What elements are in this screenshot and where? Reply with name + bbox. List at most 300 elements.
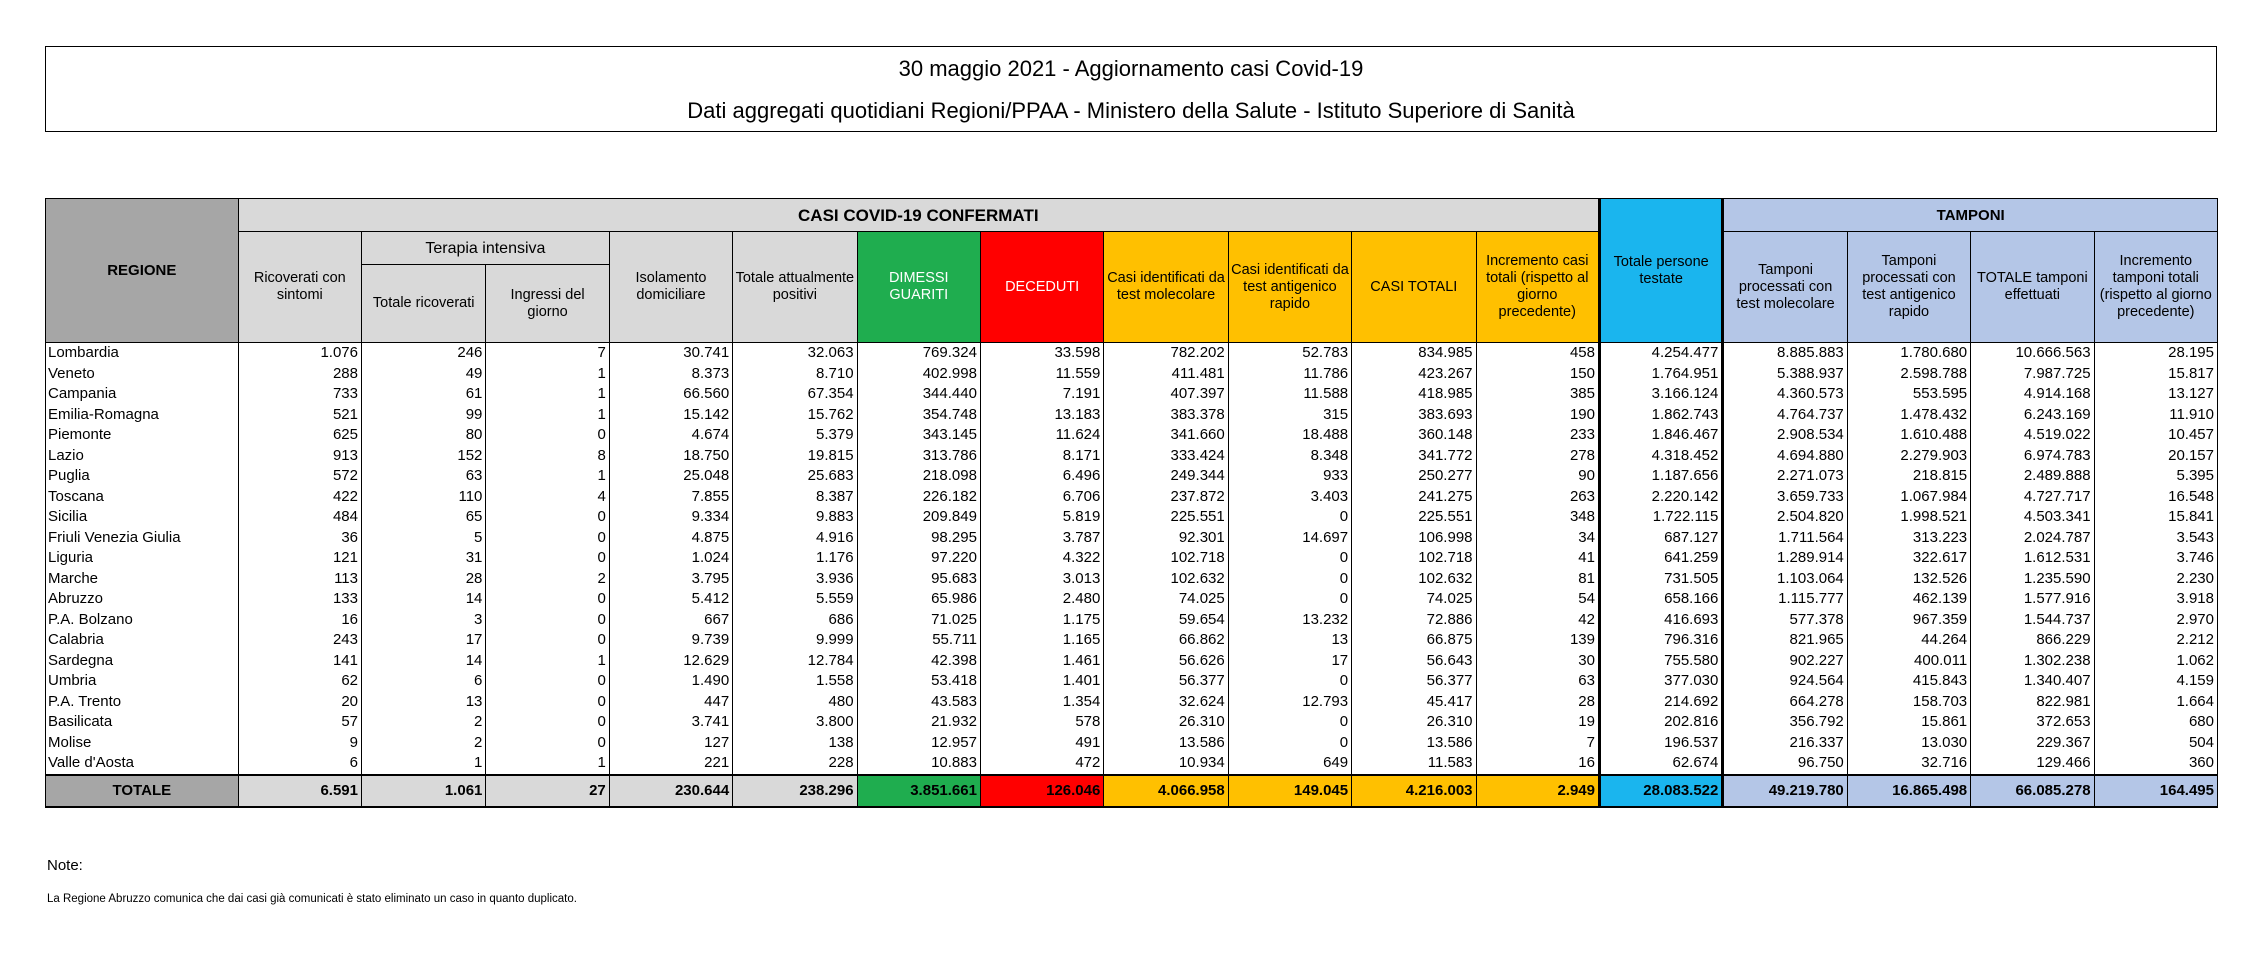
cell-totale-ricoverati: 2 xyxy=(362,712,486,733)
cell-casi-molecolare: 102.632 xyxy=(1104,569,1228,590)
totals-row xyxy=(46,775,2218,807)
cell-casi-molecolare: 333.424 xyxy=(1104,446,1228,467)
cell-tamponi-totale: 372.653 xyxy=(1971,712,2094,733)
cell-incremento-casi: 30 xyxy=(1476,651,1599,672)
cell-dimessi: 95.683 xyxy=(857,569,980,590)
cell-totale-positivi: 480 xyxy=(733,692,857,713)
cell-tamponi-molecolare: 96.750 xyxy=(1723,753,1847,775)
cell-totale-positivi: 3.800 xyxy=(733,712,857,733)
cell-casi-totali: 45.417 xyxy=(1352,692,1476,713)
cell-isolamento: 18.750 xyxy=(609,446,732,467)
cell-casi-antigenico: 0 xyxy=(1228,671,1351,692)
cell-tamponi-antigenico: 2.279.903 xyxy=(1847,446,1970,467)
cell-isolamento: 447 xyxy=(609,692,732,713)
cell-incremento-tamponi: 28.195 xyxy=(2094,343,2217,364)
cell-ingressi: 8 xyxy=(486,446,609,467)
cell-tamponi-molecolare: 356.792 xyxy=(1723,712,1847,733)
header-tamponi: TAMPONI xyxy=(1723,199,2218,232)
cell-totale-ricoverati: 152 xyxy=(362,446,486,467)
cell-isolamento: 15.142 xyxy=(609,405,732,426)
cell-regione: P.A. Trento xyxy=(46,692,239,713)
cell-totale-positivi: 25.683 xyxy=(733,466,857,487)
cell-ricoverati: 36 xyxy=(238,528,361,549)
note-text: La Regione Abruzzo comunica che dai casi già comunicati è stato eliminato un caso in quanto duplicato. xyxy=(47,893,577,905)
cell-deceduti: 5.819 xyxy=(980,507,1103,528)
header-terapia-intensiva: Terapia intensiva xyxy=(362,232,610,265)
cell-incremento-tamponi: 1.664 xyxy=(2094,692,2217,713)
cell-casi-antigenico: 0 xyxy=(1228,733,1351,754)
cell-dimessi: 53.418 xyxy=(857,671,980,692)
cell-isolamento: 4.674 xyxy=(609,425,732,446)
cell-tamponi-totale: 1.612.531 xyxy=(1971,548,2094,569)
cell-ricoverati: 243 xyxy=(238,630,361,651)
cell-casi-antigenico: 933 xyxy=(1228,466,1351,487)
header-casi-totali: CASI TOTALI xyxy=(1352,232,1476,343)
cell-isolamento: 127 xyxy=(609,733,732,754)
cell-casi-totali: 341.772 xyxy=(1352,446,1476,467)
cell-deceduti: 1.165 xyxy=(980,630,1103,651)
cell-totale-positivi: 8.387 xyxy=(733,487,857,508)
cell-isolamento: 8.373 xyxy=(609,364,732,385)
cell-incremento-casi: 150 xyxy=(1476,364,1599,385)
cell-totale-positivi: 19.815 xyxy=(733,446,857,467)
cell-totale-positivi: 4.916 xyxy=(733,528,857,549)
cell-tamponi-molecolare: 216.337 xyxy=(1723,733,1847,754)
cell-totale-ricoverati: 28 xyxy=(362,569,486,590)
total-dimessi: 3.851.661 xyxy=(857,775,980,807)
cell-casi-molecolare: 249.344 xyxy=(1104,466,1228,487)
cell-isolamento: 4.875 xyxy=(609,528,732,549)
total-isolamento: 230.644 xyxy=(609,775,732,807)
cell-persone-testate: 687.127 xyxy=(1599,528,1722,549)
cell-ricoverati: 572 xyxy=(238,466,361,487)
cell-casi-totali: 13.586 xyxy=(1352,733,1476,754)
cell-isolamento: 9.334 xyxy=(609,507,732,528)
cell-incremento-tamponi: 2.230 xyxy=(2094,569,2217,590)
cell-casi-antigenico: 3.403 xyxy=(1228,487,1351,508)
total-ingressi: 27 xyxy=(486,775,609,807)
cell-ricoverati: 733 xyxy=(238,384,361,405)
cell-incremento-tamponi: 20.157 xyxy=(2094,446,2217,467)
cell-deceduti: 3.787 xyxy=(980,528,1103,549)
table-row xyxy=(46,630,2218,651)
cell-ricoverati: 521 xyxy=(238,405,361,426)
cell-incremento-casi: 54 xyxy=(1476,589,1599,610)
cell-casi-molecolare: 59.654 xyxy=(1104,610,1228,631)
cell-dimessi: 21.932 xyxy=(857,712,980,733)
cell-deceduti: 472 xyxy=(980,753,1103,775)
cell-tamponi-totale: 10.666.563 xyxy=(1971,343,2094,364)
cell-incremento-tamponi: 504 xyxy=(2094,733,2217,754)
cell-ingressi: 2 xyxy=(486,569,609,590)
cell-incremento-casi: 139 xyxy=(1476,630,1599,651)
total-deceduti: 126.046 xyxy=(980,775,1103,807)
cell-regione: Friuli Venezia Giulia xyxy=(46,528,239,549)
header-persone-testate: Totale persone testate xyxy=(1599,199,1722,343)
cell-incremento-tamponi: 16.548 xyxy=(2094,487,2217,508)
cell-casi-antigenico: 18.488 xyxy=(1228,425,1351,446)
cell-tamponi-totale: 6.974.783 xyxy=(1971,446,2094,467)
cell-deceduti: 33.598 xyxy=(980,343,1103,364)
cell-totale-ricoverati: 99 xyxy=(362,405,486,426)
header-deceduti: DECEDUTI xyxy=(980,232,1103,343)
cell-incremento-tamponi: 4.159 xyxy=(2094,671,2217,692)
cell-regione: P.A. Bolzano xyxy=(46,610,239,631)
cell-isolamento: 12.629 xyxy=(609,651,732,672)
cell-regione: Basilicata xyxy=(46,712,239,733)
cell-tamponi-molecolare: 1.115.777 xyxy=(1723,589,1847,610)
cell-persone-testate: 731.505 xyxy=(1599,569,1722,590)
cell-regione: Campania xyxy=(46,384,239,405)
header-casi-confermati: CASI COVID-19 CONFERMATI xyxy=(238,199,1599,232)
cell-incremento-casi: 81 xyxy=(1476,569,1599,590)
cell-casi-molecolare: 56.377 xyxy=(1104,671,1228,692)
cell-casi-antigenico: 0 xyxy=(1228,548,1351,569)
cell-casi-molecolare: 56.626 xyxy=(1104,651,1228,672)
cell-totale-positivi: 8.710 xyxy=(733,364,857,385)
cell-deceduti: 13.183 xyxy=(980,405,1103,426)
cell-ingressi: 0 xyxy=(486,712,609,733)
cell-casi-antigenico: 649 xyxy=(1228,753,1351,775)
cell-incremento-casi: 41 xyxy=(1476,548,1599,569)
total-ricoverati: 6.591 xyxy=(238,775,361,807)
cell-totale-positivi: 9.999 xyxy=(733,630,857,651)
cell-deceduti: 11.559 xyxy=(980,364,1103,385)
table-row xyxy=(46,364,2218,385)
cell-ricoverati: 121 xyxy=(238,548,361,569)
cell-incremento-casi: 19 xyxy=(1476,712,1599,733)
cell-isolamento: 9.739 xyxy=(609,630,732,651)
cell-isolamento: 3.795 xyxy=(609,569,732,590)
cell-ingressi: 0 xyxy=(486,630,609,651)
total-totale-ricoverati: 1.061 xyxy=(362,775,486,807)
cell-tamponi-molecolare: 4.694.880 xyxy=(1723,446,1847,467)
cell-incremento-tamponi: 680 xyxy=(2094,712,2217,733)
cell-totale-ricoverati: 1 xyxy=(362,753,486,775)
cell-regione: Marche xyxy=(46,569,239,590)
cell-deceduti: 1.461 xyxy=(980,651,1103,672)
cell-casi-molecolare: 341.660 xyxy=(1104,425,1228,446)
cell-regione: Liguria xyxy=(46,548,239,569)
cell-totale-positivi: 228 xyxy=(733,753,857,775)
cell-dimessi: 226.182 xyxy=(857,487,980,508)
header-tamponi-totale: TOTALE tamponi effettuati xyxy=(1971,232,2094,343)
cell-incremento-casi: 263 xyxy=(1476,487,1599,508)
cell-tamponi-antigenico: 1.067.984 xyxy=(1847,487,1970,508)
cell-totale-ricoverati: 14 xyxy=(362,651,486,672)
note-label: Note: xyxy=(47,857,83,874)
cell-deceduti: 6.706 xyxy=(980,487,1103,508)
total-tamponi-antigenico: 16.865.498 xyxy=(1847,775,1970,807)
cell-casi-molecolare: 383.378 xyxy=(1104,405,1228,426)
header-tamponi-antigenico: Tamponi processati con test antigenico rapido xyxy=(1847,232,1970,343)
cell-isolamento: 667 xyxy=(609,610,732,631)
cell-casi-antigenico: 0 xyxy=(1228,712,1351,733)
cell-tamponi-totale: 129.466 xyxy=(1971,753,2094,775)
cell-ingressi: 1 xyxy=(486,405,609,426)
cell-casi-totali: 418.985 xyxy=(1352,384,1476,405)
cell-tamponi-antigenico: 400.011 xyxy=(1847,651,1970,672)
cell-ingressi: 1 xyxy=(486,466,609,487)
cell-casi-molecolare: 92.301 xyxy=(1104,528,1228,549)
cell-incremento-casi: 34 xyxy=(1476,528,1599,549)
cell-isolamento: 5.412 xyxy=(609,589,732,610)
cell-ingressi: 0 xyxy=(486,528,609,549)
cell-dimessi: 218.098 xyxy=(857,466,980,487)
cell-dimessi: 97.220 xyxy=(857,548,980,569)
cell-totale-ricoverati: 17 xyxy=(362,630,486,651)
cell-totale-positivi: 32.063 xyxy=(733,343,857,364)
cell-dimessi: 12.957 xyxy=(857,733,980,754)
cell-regione: Lazio xyxy=(46,446,239,467)
cell-isolamento: 221 xyxy=(609,753,732,775)
cell-isolamento: 1.490 xyxy=(609,671,732,692)
cell-persone-testate: 796.316 xyxy=(1599,630,1722,651)
cell-casi-totali: 11.583 xyxy=(1352,753,1476,775)
cell-persone-testate: 377.030 xyxy=(1599,671,1722,692)
cell-regione: Calabria xyxy=(46,630,239,651)
cell-ingressi: 0 xyxy=(486,507,609,528)
cell-incremento-tamponi: 2.212 xyxy=(2094,630,2217,651)
table-row xyxy=(46,651,2218,672)
cell-casi-molecolare: 10.934 xyxy=(1104,753,1228,775)
total-tamponi-molecolare: 49.219.780 xyxy=(1723,775,1847,807)
cell-tamponi-totale: 4.519.022 xyxy=(1971,425,2094,446)
cell-regione: Sardegna xyxy=(46,651,239,672)
cell-deceduti: 7.191 xyxy=(980,384,1103,405)
table-row xyxy=(46,610,2218,631)
cell-dimessi: 343.145 xyxy=(857,425,980,446)
cell-ingressi: 0 xyxy=(486,589,609,610)
cell-tamponi-antigenico: 32.716 xyxy=(1847,753,1970,775)
total-incremento-casi: 2.949 xyxy=(1476,775,1599,807)
cell-casi-antigenico: 0 xyxy=(1228,507,1351,528)
cell-ricoverati: 484 xyxy=(238,507,361,528)
table-row xyxy=(46,548,2218,569)
cell-deceduti: 578 xyxy=(980,712,1103,733)
cell-casi-totali: 56.377 xyxy=(1352,671,1476,692)
cell-totale-ricoverati: 110 xyxy=(362,487,486,508)
cell-tamponi-molecolare: 1.103.064 xyxy=(1723,569,1847,590)
cell-tamponi-totale: 229.367 xyxy=(1971,733,2094,754)
cell-incremento-casi: 63 xyxy=(1476,671,1599,692)
cell-casi-antigenico: 0 xyxy=(1228,589,1351,610)
cell-isolamento: 1.024 xyxy=(609,548,732,569)
header-isolamento: Isolamento domiciliare xyxy=(609,232,732,343)
cell-dimessi: 354.748 xyxy=(857,405,980,426)
cell-tamponi-antigenico: 1.478.432 xyxy=(1847,405,1970,426)
cell-tamponi-molecolare: 3.659.733 xyxy=(1723,487,1847,508)
cell-deceduti: 2.480 xyxy=(980,589,1103,610)
total-incremento-tamponi: 164.495 xyxy=(2094,775,2217,807)
cell-deceduti: 491 xyxy=(980,733,1103,754)
cell-persone-testate: 416.693 xyxy=(1599,610,1722,631)
cell-totale-ricoverati: 3 xyxy=(362,610,486,631)
cell-persone-testate: 2.220.142 xyxy=(1599,487,1722,508)
cell-tamponi-totale: 2.489.888 xyxy=(1971,466,2094,487)
cell-incremento-tamponi: 15.841 xyxy=(2094,507,2217,528)
cell-tamponi-totale: 7.987.725 xyxy=(1971,364,2094,385)
cell-tamponi-molecolare: 924.564 xyxy=(1723,671,1847,692)
cell-totale-ricoverati: 31 xyxy=(362,548,486,569)
cell-isolamento: 7.855 xyxy=(609,487,732,508)
cell-tamponi-antigenico: 462.139 xyxy=(1847,589,1970,610)
cell-casi-antigenico: 315 xyxy=(1228,405,1351,426)
table-row xyxy=(46,507,2218,528)
cell-tamponi-molecolare: 1.289.914 xyxy=(1723,548,1847,569)
cell-casi-antigenico: 0 xyxy=(1228,569,1351,590)
cell-dimessi: 71.025 xyxy=(857,610,980,631)
cell-ingressi: 1 xyxy=(486,651,609,672)
cell-ingressi: 1 xyxy=(486,753,609,775)
cell-dimessi: 209.849 xyxy=(857,507,980,528)
cell-ricoverati: 913 xyxy=(238,446,361,467)
cell-totale-positivi: 3.936 xyxy=(733,569,857,590)
cell-tamponi-molecolare: 4.360.573 xyxy=(1723,384,1847,405)
cell-casi-totali: 72.886 xyxy=(1352,610,1476,631)
header-incremento-tamponi: Incremento tamponi totali (rispetto al giorno precedente) xyxy=(2094,232,2217,343)
cell-persone-testate: 202.816 xyxy=(1599,712,1722,733)
cell-totale-ricoverati: 246 xyxy=(362,343,486,364)
cell-incremento-casi: 7 xyxy=(1476,733,1599,754)
cell-casi-antigenico: 8.348 xyxy=(1228,446,1351,467)
cell-isolamento: 30.741 xyxy=(609,343,732,364)
cell-totale-ricoverati: 49 xyxy=(362,364,486,385)
total-casi-molecolare: 4.066.958 xyxy=(1104,775,1228,807)
cell-tamponi-antigenico: 415.843 xyxy=(1847,671,1970,692)
cell-totale-positivi: 12.784 xyxy=(733,651,857,672)
cell-casi-totali: 56.643 xyxy=(1352,651,1476,672)
cell-casi-antigenico: 17 xyxy=(1228,651,1351,672)
cell-persone-testate: 1.862.743 xyxy=(1599,405,1722,426)
table-row xyxy=(46,466,2218,487)
total-persone-testate: 28.083.522 xyxy=(1599,775,1722,807)
cell-ricoverati: 288 xyxy=(238,364,361,385)
covid-data-table xyxy=(45,198,2218,808)
cell-regione: Sicilia xyxy=(46,507,239,528)
total-tamponi-totale: 66.085.278 xyxy=(1971,775,2094,807)
cell-persone-testate: 755.580 xyxy=(1599,651,1722,672)
header-casi-antigenico: Casi identificati da test antigenico rapido xyxy=(1228,232,1351,343)
cell-persone-testate: 1.846.467 xyxy=(1599,425,1722,446)
cell-incremento-tamponi: 3.918 xyxy=(2094,589,2217,610)
cell-persone-testate: 4.254.477 xyxy=(1599,343,1722,364)
cell-tamponi-totale: 6.243.169 xyxy=(1971,405,2094,426)
header-dimessi: DIMESSI GUARITI xyxy=(857,232,980,343)
cell-casi-antigenico: 14.697 xyxy=(1228,528,1351,549)
cell-dimessi: 98.295 xyxy=(857,528,980,549)
cell-tamponi-totale: 1.302.238 xyxy=(1971,651,2094,672)
cell-regione: Emilia-Romagna xyxy=(46,405,239,426)
cell-isolamento: 3.741 xyxy=(609,712,732,733)
cell-casi-molecolare: 407.397 xyxy=(1104,384,1228,405)
cell-persone-testate: 4.318.452 xyxy=(1599,446,1722,467)
cell-incremento-tamponi: 360 xyxy=(2094,753,2217,775)
cell-totale-positivi: 15.762 xyxy=(733,405,857,426)
cell-ingressi: 1 xyxy=(486,364,609,385)
cell-tamponi-totale: 4.914.168 xyxy=(1971,384,2094,405)
cell-persone-testate: 1.764.951 xyxy=(1599,364,1722,385)
cell-ricoverati: 20 xyxy=(238,692,361,713)
cell-incremento-tamponi: 10.457 xyxy=(2094,425,2217,446)
cell-deceduti: 6.496 xyxy=(980,466,1103,487)
cell-totale-ricoverati: 61 xyxy=(362,384,486,405)
table-row xyxy=(46,569,2218,590)
cell-incremento-tamponi: 13.127 xyxy=(2094,384,2217,405)
cell-persone-testate: 62.674 xyxy=(1599,753,1722,775)
header-incremento-casi: Incremento casi totali (rispetto al giorno precedente) xyxy=(1476,232,1599,343)
cell-casi-totali: 423.267 xyxy=(1352,364,1476,385)
cell-ricoverati: 6 xyxy=(238,753,361,775)
cell-casi-molecolare: 237.872 xyxy=(1104,487,1228,508)
cell-tamponi-molecolare: 8.885.883 xyxy=(1723,343,1847,364)
table-row xyxy=(46,692,2218,713)
cell-dimessi: 344.440 xyxy=(857,384,980,405)
header-ingressi: Ingressi del giorno xyxy=(486,265,609,343)
cell-incremento-tamponi: 15.817 xyxy=(2094,364,2217,385)
cell-casi-totali: 102.632 xyxy=(1352,569,1476,590)
report-subtitle: Dati aggregati quotidiani Regioni/PPAA - Ministero della Salute - Istituto Superiore di Sanità xyxy=(687,98,1575,123)
cell-tamponi-molecolare: 4.764.737 xyxy=(1723,405,1847,426)
header-casi-molecolare: Casi identificati da test molecolare xyxy=(1104,232,1228,343)
cell-ricoverati: 141 xyxy=(238,651,361,672)
cell-ingressi: 0 xyxy=(486,610,609,631)
cell-persone-testate: 3.166.124 xyxy=(1599,384,1722,405)
cell-totale-ricoverati: 13 xyxy=(362,692,486,713)
header-ricoverati: Ricoverati con sintomi xyxy=(238,232,361,343)
cell-casi-molecolare: 782.202 xyxy=(1104,343,1228,364)
header-totale-ricoverati: Totale ricoverati xyxy=(362,265,486,343)
total-regione: TOTALE xyxy=(46,775,239,807)
table-row xyxy=(46,446,2218,467)
cell-tamponi-totale: 1.235.590 xyxy=(1971,569,2094,590)
cell-totale-ricoverati: 5 xyxy=(362,528,486,549)
cell-casi-totali: 250.277 xyxy=(1352,466,1476,487)
cell-incremento-casi: 190 xyxy=(1476,405,1599,426)
cell-totale-ricoverati: 65 xyxy=(362,507,486,528)
table-row xyxy=(46,733,2218,754)
cell-tamponi-molecolare: 664.278 xyxy=(1723,692,1847,713)
cell-deceduti: 1.175 xyxy=(980,610,1103,631)
cell-deceduti: 8.171 xyxy=(980,446,1103,467)
cell-regione: Piemonte xyxy=(46,425,239,446)
cell-casi-totali: 360.148 xyxy=(1352,425,1476,446)
cell-incremento-casi: 233 xyxy=(1476,425,1599,446)
cell-casi-totali: 66.875 xyxy=(1352,630,1476,651)
cell-ricoverati: 422 xyxy=(238,487,361,508)
cell-deceduti: 1.354 xyxy=(980,692,1103,713)
cell-regione: Puglia xyxy=(46,466,239,487)
cell-ingressi: 0 xyxy=(486,548,609,569)
cell-ricoverati: 113 xyxy=(238,569,361,590)
cell-tamponi-antigenico: 2.598.788 xyxy=(1847,364,1970,385)
cell-tamponi-antigenico: 967.359 xyxy=(1847,610,1970,631)
cell-tamponi-totale: 866.229 xyxy=(1971,630,2094,651)
cell-casi-totali: 102.718 xyxy=(1352,548,1476,569)
cell-deceduti: 4.322 xyxy=(980,548,1103,569)
cell-persone-testate: 1.187.656 xyxy=(1599,466,1722,487)
cell-incremento-tamponi: 11.910 xyxy=(2094,405,2217,426)
cell-ingressi: 1 xyxy=(486,384,609,405)
cell-tamponi-totale: 4.503.341 xyxy=(1971,507,2094,528)
table-row xyxy=(46,712,2218,733)
cell-ricoverati: 625 xyxy=(238,425,361,446)
cell-casi-totali: 225.551 xyxy=(1352,507,1476,528)
total-totale-positivi: 238.296 xyxy=(733,775,857,807)
cell-deceduti: 1.401 xyxy=(980,671,1103,692)
cell-casi-totali: 26.310 xyxy=(1352,712,1476,733)
cell-tamponi-molecolare: 1.711.564 xyxy=(1723,528,1847,549)
